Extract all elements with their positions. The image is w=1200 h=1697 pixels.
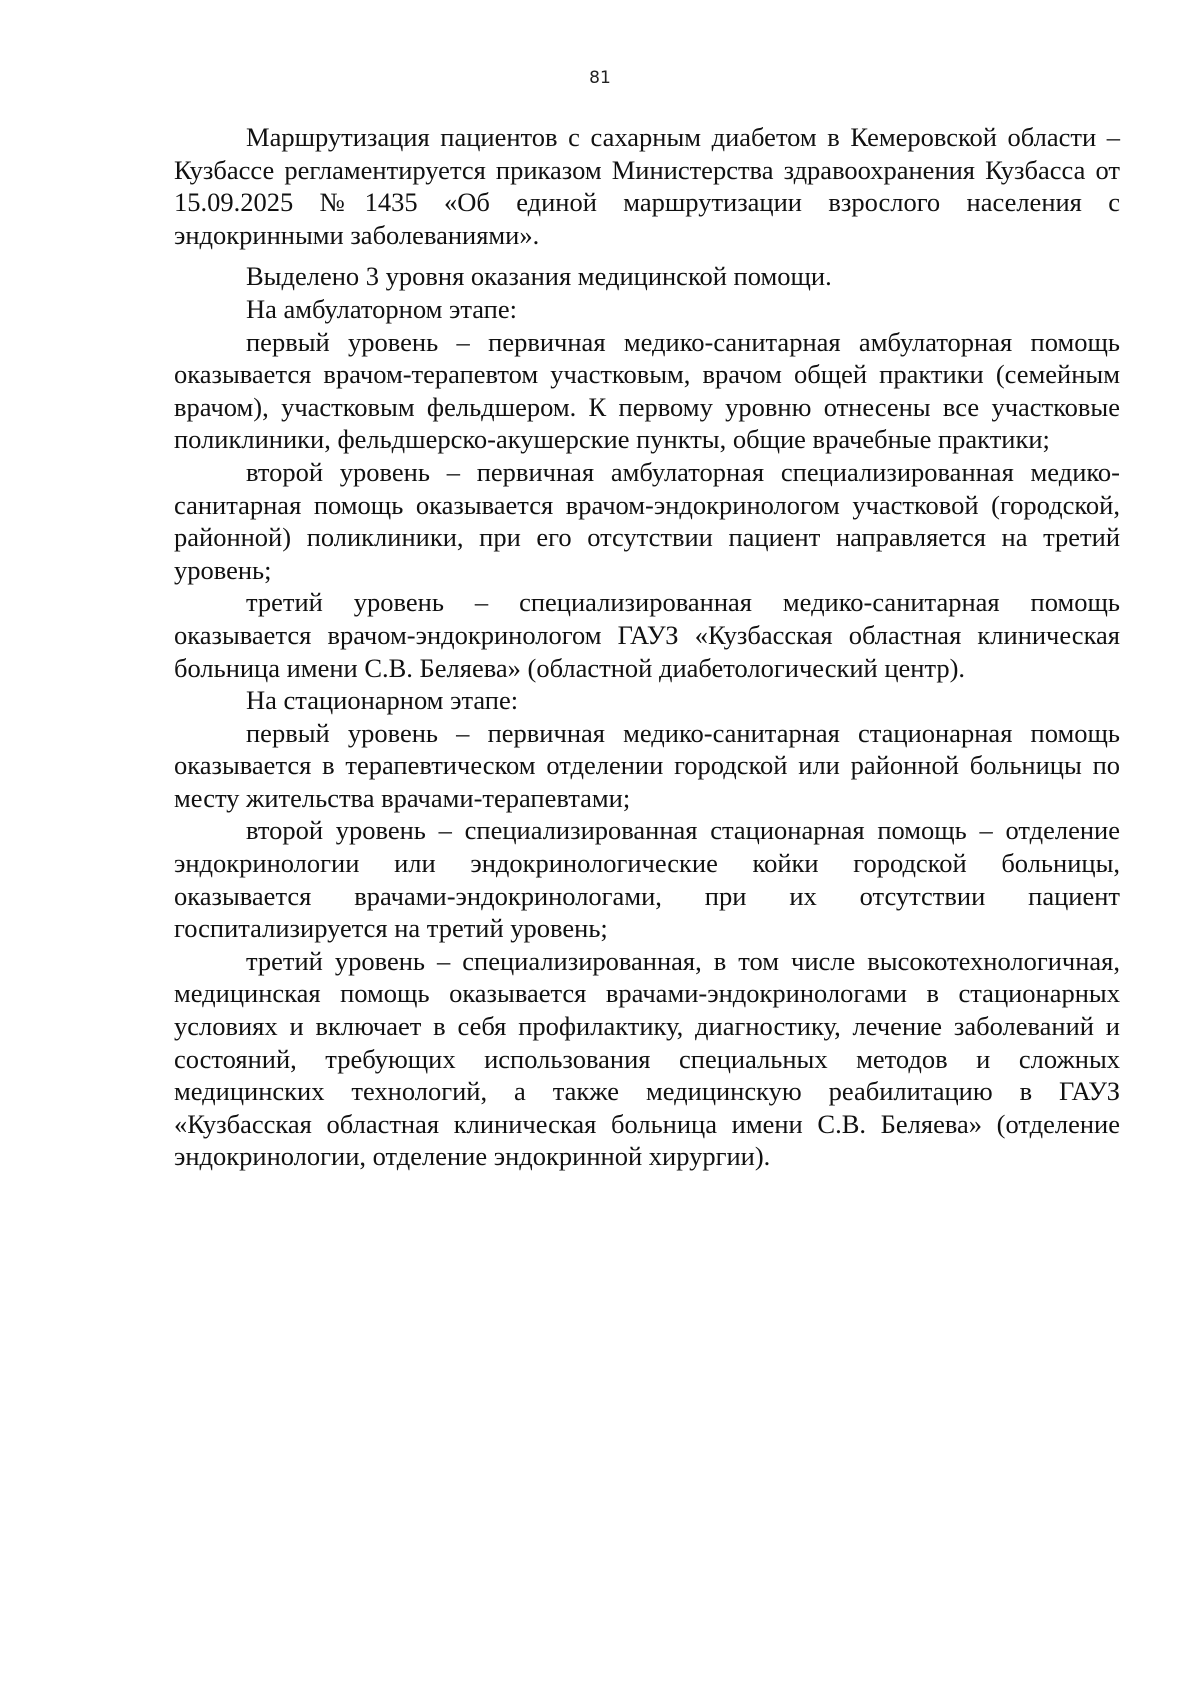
paragraph-routing-order: Маршрутизация пациентов с сахарным диабетом в Кемеровской области – Кузбассе регламентируется приказом Министерства здравоохранения Кузбасса от 15.09.2025 №1435 «Об единой маршрутизации взрослого населения с эндокринными заболеваниями».	[174, 122, 1120, 250]
page-number: 81	[589, 68, 611, 88]
paragraph-outpatient-level-2: второй уровень – первичная амбулаторная специализированная медико-санитарная помощь оказывается врачом-эндокринологом участковой (городской, районной) поликлиники, при его отсутствии пациент направляется на третий уровень;	[174, 456, 1120, 585]
paragraph-outpatient-level-1: первый уровень – первичная медико-санитарная амбулаторная помощь оказывается врачом-терапевтом участковым, врачом общей практики (семейным врачом), участковым фельдшером. К первому уровню отнесены все участковые поликлиники, фельдшерско-акушерские пункты, общие врачебные практики;	[174, 326, 1120, 455]
paragraph-levels-intro: Выделено 3 уровня оказания медицинской помощи.	[246, 261, 832, 292]
paragraph-inpatient-level-1: первый уровень – первичная медико-санитарная стационарная помощь оказывается в терапевтическом отделении городской или районной больницы по месту жительства врачами-терапевтами;	[174, 717, 1120, 813]
document-body	[174, 121, 1120, 1173]
paragraph-outpatient-heading: На амбулаторном этапе:	[246, 293, 517, 324]
paragraph-outpatient-level-3: третий уровень – специализированная медико-санитарная помощь оказывается врачом-эндокринологом ГАУЗ «Кузбасская областная клиническая больница имени С.В. Беляева» (областной диабетологический центр).	[174, 587, 1120, 683]
paragraph-inpatient-heading: На стационарном этапе:	[246, 685, 519, 716]
paragraph-inpatient-level-3: третий уровень – специализированная, в том числе высокотехнологичная, медицинская помощь оказывается врачами-эндокринологами в стационарных условиях и включает в себя профилактику, диагностику, лечение заболеваний и состояний, требующих использования специальных методов и сложных медицинских технологий, а также медицинскую реабилитацию в ГАУЗ «Кузбасская областная клиническая больница имени С.В. Беляева» (отделение эндокринологии, отделение эндокринной хирургии).	[174, 945, 1120, 1172]
paragraph-inpatient-level-2: второй уровень – специализированная стационарная помощь – отделение эндокринологии или эндокринологические койки городской больницы, оказывается врачами-эндокринологами, при их отсутствии пациент госпитализируется на третий уровень;	[174, 815, 1120, 944]
